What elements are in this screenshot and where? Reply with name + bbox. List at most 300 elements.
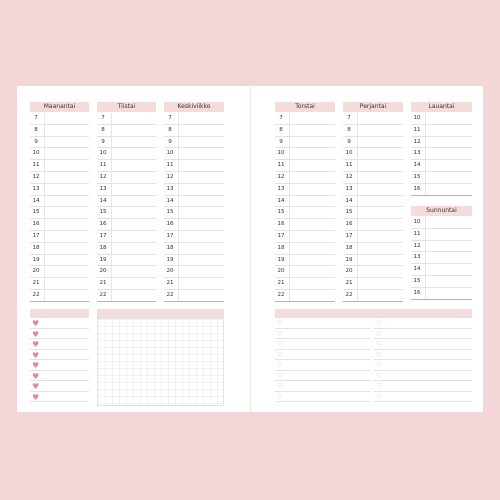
checklist-row[interactable] [374, 350, 472, 361]
row-separator [111, 243, 112, 254]
row-separator [178, 137, 179, 148]
hour-label: 16 [345, 221, 353, 228]
hour-label: 9 [347, 138, 351, 145]
hour-row[interactable] [275, 137, 335, 149]
hour-label: 12 [99, 174, 107, 180]
hour-label: 7 [347, 115, 351, 121]
checklist-row[interactable] [275, 371, 371, 382]
row-separator [44, 243, 45, 254]
row-separator [289, 255, 290, 266]
hour-row[interactable] [275, 255, 335, 267]
row-separator [357, 184, 358, 195]
hour-row[interactable] [30, 231, 89, 243]
heart-filled-icon: ♥ [32, 371, 40, 381]
row-separator [111, 290, 112, 301]
checklist-row[interactable] [275, 329, 371, 340]
day-header-lauantai: Lauantai [411, 102, 472, 112]
heart-outline-icon: ♡ [376, 329, 383, 338]
row-separator [289, 113, 290, 124]
hour-label: 17 [345, 233, 353, 239]
hour-row[interactable] [30, 184, 89, 196]
checklist-row[interactable] [30, 318, 89, 329]
hour-label: 13 [413, 254, 421, 261]
day-header-keskiviikko: Keskiviikko [164, 102, 224, 112]
hour-label: 11 [99, 162, 107, 169]
hour-row[interactable] [30, 196, 89, 208]
checklist-row[interactable] [275, 360, 371, 371]
hour-row[interactable] [97, 278, 156, 290]
row-separator [357, 255, 358, 266]
hour-label: 10 [166, 150, 174, 157]
row-separator [289, 278, 290, 289]
row-separator [425, 184, 426, 195]
row-separator [178, 125, 179, 136]
row-separator [111, 184, 112, 195]
hour-label: 8 [34, 126, 38, 133]
heart-filled-icon: ♥ [32, 350, 40, 360]
checklist-row[interactable] [275, 381, 371, 392]
hour-label: 8 [279, 126, 283, 133]
heart-outline-icon: ♡ [376, 340, 383, 348]
hour-row[interactable] [164, 196, 224, 208]
hour-label: 7 [34, 115, 38, 121]
checklist-row[interactable] [374, 329, 472, 340]
hour-label: 11 [345, 162, 353, 169]
hour-row[interactable] [164, 290, 224, 302]
hour-row[interactable] [164, 231, 224, 243]
row-separator [289, 184, 290, 195]
hour-row[interactable] [275, 160, 335, 172]
hour-row[interactable] [275, 172, 335, 184]
row-separator [178, 290, 179, 301]
row-separator [425, 148, 426, 159]
heart-filled-icon: ♥ [32, 382, 40, 391]
row-separator [44, 207, 45, 218]
row-separator [44, 113, 45, 124]
row-separator [178, 219, 179, 230]
hour-label: 11 [32, 162, 40, 169]
row-separator [44, 125, 45, 136]
hour-row[interactable] [164, 113, 224, 125]
hour-label: 14 [32, 197, 40, 204]
row-separator [289, 231, 290, 242]
hour-label: 10 [277, 150, 285, 157]
row-separator [44, 172, 45, 183]
heart-filled-icon: ♥ [32, 340, 40, 349]
hour-row[interactable] [97, 148, 156, 160]
dot-grid-notes [97, 318, 224, 406]
day-header-perjantai: Perjantai [343, 102, 403, 112]
hour-label: 8 [168, 126, 172, 133]
heart-outline-icon: ♡ [277, 382, 284, 390]
hour-row[interactable] [275, 113, 335, 125]
hour-row[interactable] [343, 125, 403, 137]
hour-label: 11 [277, 162, 285, 169]
row-separator [357, 113, 358, 124]
checklist-row[interactable] [275, 318, 371, 329]
row-separator [44, 148, 45, 159]
hour-row[interactable] [411, 229, 472, 241]
heart-outline-icon: ♡ [376, 319, 383, 327]
row-separator [425, 288, 426, 299]
hour-row[interactable] [164, 184, 224, 196]
heart-outline-icon: ♡ [376, 371, 383, 380]
hour-label: 22 [32, 292, 40, 298]
hour-row[interactable] [30, 243, 89, 255]
hour-label: 17 [166, 233, 174, 239]
row-separator [44, 290, 45, 301]
row-separator [357, 160, 358, 171]
heart-outline-icon: ♡ [277, 329, 284, 338]
hour-row[interactable] [275, 231, 335, 243]
hour-label: 8 [101, 126, 105, 133]
row-separator [178, 196, 179, 207]
hour-row[interactable] [275, 278, 335, 290]
hour-label: 19 [345, 256, 353, 263]
hour-label: 20 [32, 268, 40, 275]
hour-label: 14 [166, 197, 174, 204]
hour-label: 19 [166, 256, 174, 263]
hour-row[interactable] [30, 278, 89, 290]
hour-row[interactable] [164, 148, 224, 160]
row-separator [178, 184, 179, 195]
hour-row[interactable] [275, 148, 335, 160]
row-separator [44, 266, 45, 277]
hour-row[interactable] [164, 137, 224, 149]
row-separator [44, 255, 45, 266]
row-separator [44, 137, 45, 148]
row-separator [44, 160, 45, 171]
day-header-tiistai: Tiistai [97, 102, 156, 112]
hour-row[interactable] [343, 266, 403, 278]
hour-row[interactable] [97, 113, 156, 125]
checklist-row[interactable] [30, 392, 89, 403]
hour-label: 10 [413, 219, 421, 225]
hour-label: 15 [166, 209, 174, 216]
row-separator [425, 125, 426, 136]
hour-row[interactable] [30, 255, 89, 267]
hour-row[interactable] [343, 231, 403, 243]
checklist-row[interactable] [30, 371, 89, 382]
hour-row[interactable] [164, 172, 224, 184]
hour-label: 22 [277, 292, 285, 298]
hour-label: 12 [32, 174, 40, 180]
hour-row[interactable] [30, 290, 89, 302]
checklist-row[interactable] [30, 381, 89, 392]
row-separator [289, 172, 290, 183]
hour-label: 14 [413, 266, 421, 273]
hour-label: 11 [413, 126, 421, 133]
row-separator [425, 276, 426, 287]
hour-row[interactable] [275, 184, 335, 196]
row-separator [289, 137, 290, 148]
row-separator [111, 113, 112, 124]
hour-row[interactable] [164, 255, 224, 267]
hour-row[interactable] [411, 276, 472, 288]
hour-label: 19 [32, 256, 40, 263]
row-separator [178, 113, 179, 124]
row-separator [178, 160, 179, 171]
row-separator [178, 255, 179, 266]
hour-row[interactable] [411, 148, 472, 160]
hour-row[interactable] [164, 160, 224, 172]
hour-row[interactable] [343, 243, 403, 255]
hour-row[interactable] [411, 113, 472, 125]
row-separator [289, 219, 290, 230]
row-separator [289, 243, 290, 254]
hour-row[interactable] [411, 137, 472, 149]
hour-label: 12 [166, 174, 174, 180]
hour-label: 15 [99, 209, 107, 216]
row-separator [44, 231, 45, 242]
hour-label: 15 [345, 209, 353, 216]
row-separator [111, 137, 112, 148]
hour-row[interactable] [97, 231, 156, 243]
hour-label: 14 [345, 197, 353, 204]
hour-row[interactable] [30, 266, 89, 278]
hour-label: 15 [277, 209, 285, 216]
row-separator [111, 196, 112, 207]
hour-label: 10 [345, 150, 353, 157]
hour-label: 16 [166, 221, 174, 228]
hour-label: 18 [345, 244, 353, 251]
row-separator [425, 264, 426, 275]
hour-label: 7 [101, 115, 105, 121]
row-separator [425, 137, 426, 148]
hour-label: 13 [166, 185, 174, 192]
hour-label: 13 [32, 185, 40, 192]
row-separator [357, 148, 358, 159]
hour-row[interactable] [343, 255, 403, 267]
row-separator [425, 113, 426, 124]
heart-outline-icon: ♡ [376, 361, 383, 369]
hour-label: 22 [345, 292, 353, 298]
hour-row[interactable] [343, 278, 403, 290]
hour-row[interactable] [275, 207, 335, 219]
row-separator [425, 252, 426, 263]
hour-row[interactable] [343, 196, 403, 208]
hour-label: 14 [277, 197, 285, 204]
row-separator [357, 125, 358, 136]
row-separator [111, 160, 112, 171]
row-separator [44, 219, 45, 230]
hour-row[interactable] [275, 125, 335, 137]
hour-row[interactable] [97, 160, 156, 172]
hour-label: 18 [277, 244, 285, 251]
hour-row[interactable] [343, 148, 403, 160]
hour-row[interactable] [97, 290, 156, 302]
hour-label: 15 [413, 278, 421, 284]
hour-label: 9 [168, 138, 172, 145]
row-separator [178, 148, 179, 159]
row-separator [111, 172, 112, 183]
hour-label: 20 [166, 268, 174, 275]
checklist-row[interactable] [374, 360, 472, 371]
hour-label: 20 [99, 268, 107, 275]
heart-filled-icon: ♥ [32, 329, 40, 339]
hour-label: 9 [34, 138, 38, 145]
hour-row[interactable] [411, 264, 472, 276]
hour-row[interactable] [30, 113, 89, 125]
hour-label: 21 [166, 280, 174, 287]
hour-row[interactable] [411, 288, 472, 300]
hour-label: 16 [32, 221, 40, 228]
row-separator [357, 266, 358, 277]
hour-row[interactable] [97, 184, 156, 196]
hour-row[interactable] [97, 219, 156, 231]
hour-row[interactable] [343, 172, 403, 184]
hour-label: 16 [277, 221, 285, 228]
checklist-row[interactable] [374, 339, 472, 350]
heart-outline-icon: ♡ [376, 392, 383, 401]
grid-header-band [97, 309, 224, 318]
hour-label: 17 [277, 233, 285, 239]
hour-label: 10 [32, 150, 40, 157]
hour-row[interactable] [343, 207, 403, 219]
hour-row[interactable] [411, 125, 472, 137]
checklist-row[interactable] [374, 381, 472, 392]
row-separator [111, 125, 112, 136]
hour-row[interactable] [30, 137, 89, 149]
row-separator [357, 196, 358, 207]
heart-outline-icon: ♡ [277, 361, 284, 369]
row-separator [111, 148, 112, 159]
row-separator [425, 241, 426, 252]
page-fold [250, 86, 251, 412]
checklist-row[interactable] [30, 329, 89, 340]
hour-row[interactable] [164, 266, 224, 278]
hour-row[interactable] [30, 219, 89, 231]
row-separator [111, 219, 112, 230]
row-separator [357, 172, 358, 183]
heart-outline-icon: ♡ [376, 350, 383, 359]
row-separator [425, 160, 426, 171]
hour-row[interactable] [97, 137, 156, 149]
hour-label: 21 [99, 280, 107, 287]
hour-row[interactable] [343, 184, 403, 196]
row-separator [44, 278, 45, 289]
checklist-row[interactable] [374, 392, 472, 403]
row-separator [111, 278, 112, 289]
hour-label: 16 [99, 221, 107, 228]
hour-row[interactable] [275, 243, 335, 255]
heart-outline-icon: ♡ [277, 340, 284, 348]
hour-row[interactable] [343, 219, 403, 231]
hour-row[interactable] [164, 278, 224, 290]
row-separator [178, 172, 179, 183]
hour-row[interactable] [343, 160, 403, 172]
row-separator [111, 266, 112, 277]
row-separator [111, 207, 112, 218]
hour-label: 18 [32, 244, 40, 251]
hour-row[interactable] [30, 148, 89, 160]
row-separator [357, 278, 358, 289]
checklist-row[interactable] [30, 339, 89, 350]
hour-label: 17 [32, 233, 40, 239]
hour-row[interactable] [164, 219, 224, 231]
hour-row[interactable] [30, 207, 89, 219]
checklist-row[interactable] [30, 350, 89, 361]
heart-filled-icon: ♥ [32, 392, 40, 402]
day-header-torstai: Torstai [275, 102, 335, 112]
row-separator [178, 243, 179, 254]
hour-label: 13 [277, 185, 285, 192]
hour-label: 20 [345, 268, 353, 275]
heart-outline-icon: ♡ [277, 350, 284, 359]
row-separator [178, 207, 179, 218]
checklist-row[interactable] [30, 360, 89, 371]
hour-label: 12 [345, 174, 353, 180]
hour-label: 13 [99, 185, 107, 192]
checklist-row[interactable] [374, 318, 472, 329]
hour-row[interactable] [30, 125, 89, 137]
hour-row[interactable] [411, 217, 472, 229]
heart-filled-icon: ♥ [32, 361, 40, 370]
hour-row[interactable] [343, 137, 403, 149]
day-header-sunnuntai: Sunnuntai [411, 206, 472, 216]
hour-row[interactable] [97, 255, 156, 267]
hour-row[interactable] [30, 160, 89, 172]
hour-label: 15 [413, 174, 421, 180]
hour-row[interactable] [97, 125, 156, 137]
hour-label: 11 [413, 230, 421, 237]
hour-label: 21 [32, 280, 40, 287]
hour-label: 13 [345, 185, 353, 192]
planner-spread [17, 86, 483, 412]
hour-row[interactable] [97, 207, 156, 219]
row-separator [289, 290, 290, 301]
hour-row[interactable] [275, 196, 335, 208]
hour-row[interactable] [275, 266, 335, 278]
hour-row[interactable] [343, 290, 403, 302]
hour-label: 21 [345, 280, 353, 287]
hour-label: 12 [413, 138, 421, 145]
row-separator [357, 290, 358, 301]
hour-row[interactable] [97, 196, 156, 208]
list-header-band [275, 309, 472, 318]
hour-label: 8 [347, 126, 351, 133]
hour-label: 20 [277, 268, 285, 275]
checklist-row[interactable] [275, 339, 371, 350]
hour-row[interactable] [411, 241, 472, 253]
hour-row[interactable] [97, 243, 156, 255]
hour-row[interactable] [164, 243, 224, 255]
hour-row[interactable] [411, 172, 472, 184]
day-header-maanantai: Maanantai [30, 102, 89, 112]
hour-row[interactable] [343, 113, 403, 125]
hour-label: 12 [413, 242, 421, 249]
checklist-header-band [30, 309, 89, 318]
hour-row[interactable] [275, 290, 335, 302]
checklist-row[interactable] [374, 371, 472, 382]
hour-row[interactable] [411, 184, 472, 196]
row-separator [289, 207, 290, 218]
hour-label: 9 [101, 138, 105, 145]
checklist-row[interactable] [275, 350, 371, 361]
hour-label: 9 [279, 138, 283, 145]
hour-row[interactable] [30, 172, 89, 184]
row-separator [44, 196, 45, 207]
hour-row[interactable] [164, 125, 224, 137]
hour-label: 7 [168, 115, 172, 121]
checklist-row[interactable] [275, 392, 371, 403]
hour-row[interactable] [97, 172, 156, 184]
hour-row[interactable] [411, 160, 472, 172]
hour-row[interactable] [164, 207, 224, 219]
hour-row[interactable] [97, 266, 156, 278]
hour-row[interactable] [275, 219, 335, 231]
hour-row[interactable] [411, 252, 472, 264]
